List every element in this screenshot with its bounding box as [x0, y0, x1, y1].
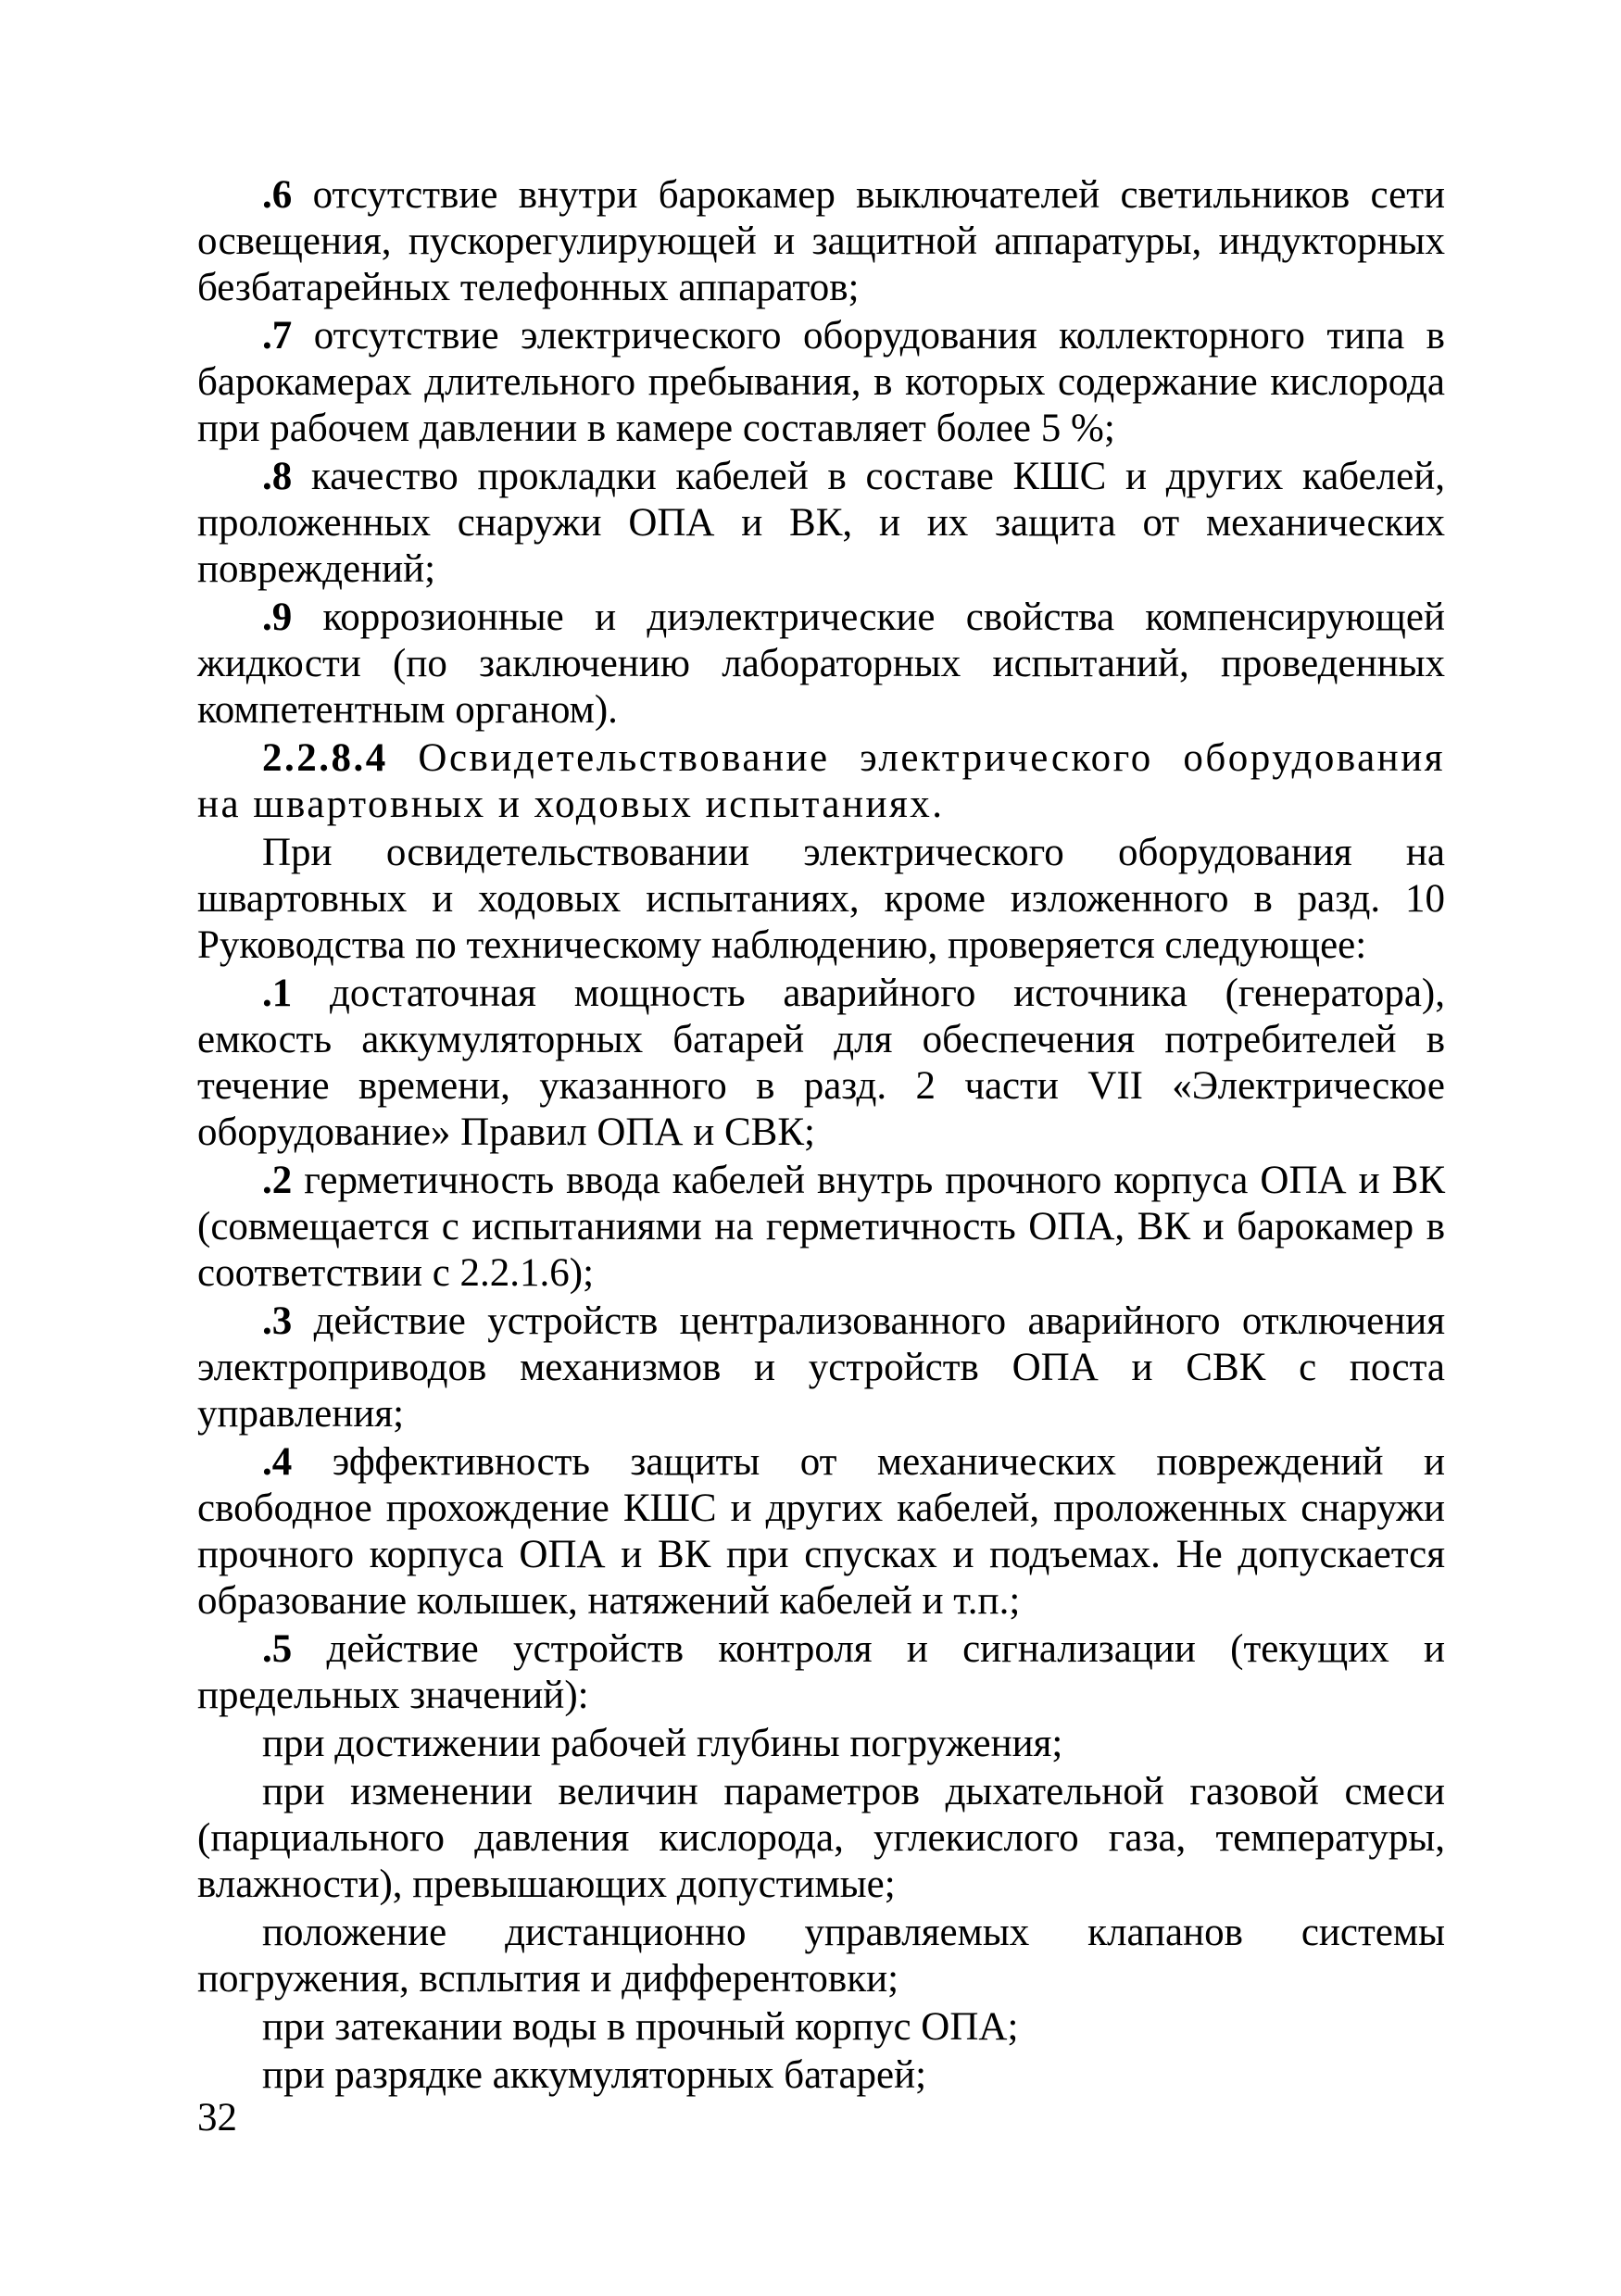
- item-number: .5: [262, 1627, 293, 1671]
- paragraph-item-2: [197, 1158, 1445, 1297]
- item-number: .9: [262, 596, 293, 639]
- paragraph-text: достаточная мощность аварийного источника (генератора), емкость аккумуляторных батарей для обеспечения потребителей в течение времени, указанного в разд. 2 части VII «Электрическое оборудование» Правил ОПА и СВК;: [197, 972, 1445, 1154]
- paragraph-text: герметичность ввода кабелей внутрь прочного корпуса ОПА и ВК (совмещается с испытаниями на герметичность ОПА, ВК и барокамер в соответствии с 2.2.1.6);: [197, 1159, 1445, 1295]
- paragraph-text: действие устройств контроля и сигнализации (текущих и предельных значений):: [197, 1627, 1445, 1717]
- paragraph-text: при разрядке аккумуляторных батарей;: [262, 2053, 927, 2097]
- section-number: 2.2.8.4: [262, 736, 388, 780]
- paragraph-item-7: [197, 313, 1445, 452]
- paragraph-text: при затекании воды в прочный корпус ОПА;: [262, 2005, 1019, 2049]
- sub-item-depth: [197, 1721, 1445, 1767]
- item-number: .2: [262, 1159, 293, 1202]
- paragraph-text: качество прокладки кабелей в составе КШС и других кабелей, проложенных снаружи ОПА и ВК, и их защита от механических повреждений;: [197, 455, 1445, 591]
- section-heading-text: Освидетельствование электрического оборудования на швартовных и ходовых испытаниях.: [197, 736, 1445, 826]
- paragraph-item-5: [197, 1626, 1445, 1719]
- paragraph-intro: [197, 830, 1445, 969]
- paragraph-text: При освидетельствовании электрического оборудования на швартовных и ходовых испытаниях, кроме изложенного в разд. 10 Руководства по техническому наблюдению, проверяется следующее:: [197, 831, 1445, 967]
- item-number: .8: [262, 455, 293, 498]
- sub-item-water-leak: [197, 2004, 1445, 2051]
- item-number: .4: [262, 1440, 293, 1484]
- paragraph-item-3: [197, 1299, 1445, 1437]
- paragraph-text: действие устройств централизованного аварийного отключения электроприводов механизмов и устройств ОПА и СВК с поста управления;: [197, 1299, 1445, 1436]
- item-number: .7: [262, 314, 293, 358]
- paragraph-item-4: [197, 1439, 1445, 1625]
- paragraph-text: при достижении рабочей глубины погружения;: [262, 1722, 1063, 1765]
- paragraph-text: отсутствие электрического оборудования коллекторного типа в барокамерах длительного пребывания, в которых содержание кислорода при рабочем давлении в камере составляет более 5 %;: [197, 314, 1445, 450]
- sub-item-gas-params: [197, 1769, 1445, 1908]
- paragraph-item-8: [197, 454, 1445, 593]
- item-number: .1: [262, 972, 293, 1015]
- paragraph-item-9: [197, 595, 1445, 734]
- paragraph-item-1: [197, 971, 1445, 1156]
- section-heading-2-2-8-4: [197, 735, 1445, 828]
- paragraph-text: отсутствие внутри барокамер выключателей светильников сети освещения, пускорегулирующей и защитной аппаратуры, индукторных безбатарейных телефонных аппаратов;: [197, 173, 1445, 309]
- paragraph-text: при изменении величин параметров дыхательной газовой смеси (парциального давления кислорода, углекислого газа, температуры, влажности), превышающих допустимые;: [197, 1770, 1445, 1906]
- item-number: .3: [262, 1299, 293, 1343]
- paragraph-text: эффективность защиты от механических повреждений и свободное прохождение КШС и других кабелей, проложенных снаружи прочного корпуса ОПА и ВК при спусках и подъемах. Не допускается образование колышек, натяжений кабелей и т.п.;: [197, 1440, 1445, 1623]
- sub-item-battery-discharge: [197, 2052, 1445, 2099]
- page-number: 32: [197, 2096, 237, 2139]
- item-number: .6: [262, 173, 293, 217]
- paragraph-text: коррозионные и диэлектрические свойства компенсирующей жидкости (по заключению лабораторных испытаний, проведенных компетентным органом).: [197, 596, 1445, 732]
- sub-item-valves: [197, 1910, 1445, 2002]
- document-page: [197, 172, 1445, 2099]
- paragraph-text: положение дистанционно управляемых клапанов системы погружения, всплытия и дифферентовки;: [197, 1911, 1445, 2001]
- paragraph-item-6: [197, 172, 1445, 311]
